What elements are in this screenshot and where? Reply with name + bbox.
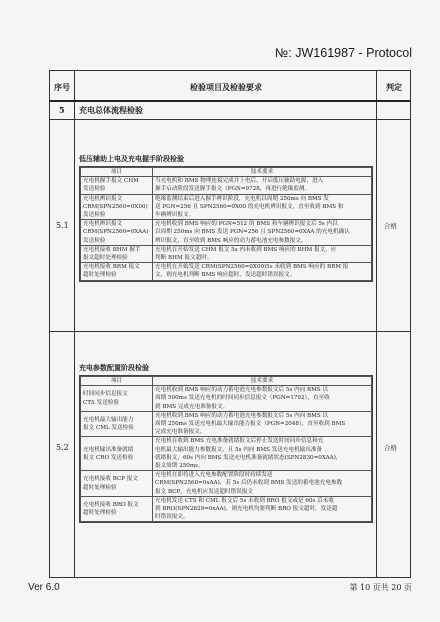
row-req-line: 到 BRO(SPN2829=0xAA)，则充电机均要判断 BRO 报文超时，发送超: [155, 506, 338, 513]
table-row: [81, 496, 372, 522]
table-row: [81, 177, 372, 194]
row-req-line: 充电机在开始发送 CRM(SPN2560=0X00)5s 未收到 BMS 响应的 BRM 报: [155, 264, 349, 271]
sub2-header-req: 技术要求: [153, 377, 372, 386]
row-req-line: 车辆辨识报文。: [155, 212, 195, 219]
header-divider: [50, 100, 410, 102]
row-item-line: 充电机辨识报文: [83, 195, 123, 202]
footer-page-number: 第 10 页共 20 页: [349, 583, 412, 592]
row-req-line: 时错误报文。: [155, 514, 189, 521]
row-item-line: 发送检验: [83, 186, 106, 193]
row-divider: [50, 119, 410, 120]
row-item-line: 充电机输出准备就绪: [83, 446, 134, 453]
sub2-header-item: 项目: [81, 377, 153, 386]
row-item-line: 报文 CRO 发送检验: [83, 454, 134, 461]
table-row: [81, 411, 372, 437]
row-req-line: 充电机在即将进入充电参数配置阶段时持续发送: [155, 472, 273, 479]
row-req-line: 辨识报文，直至收到 BMS 响应的动力蓄电池充电参数报文。: [155, 237, 307, 244]
row-item-line: 时间同步信息报文: [83, 391, 128, 398]
table-row: [81, 194, 372, 220]
row-req-line: 绝缘监测结束后进入握手辨识阶段，充电机以周期 250ms 向 BMS 发: [155, 195, 329, 202]
sub1-result: 合格: [384, 222, 397, 230]
row-item-line: 充电机接收 BCP 报文: [83, 476, 138, 483]
row-req-line: 充电机收到 BMS 响应的动力蓄电池充电参数报文后 5s 内向 BMS 以: [155, 412, 329, 419]
table-row: [81, 437, 372, 471]
row-item-line: CRM(SPN2560=0XAA): [83, 229, 149, 236]
row-req-line: 充电机在收到 BMS 充电准备就绪报文后停止发送时间同步信息和充: [155, 438, 324, 445]
sub1-title: 低压辅助上电及充电握手阶段检验: [79, 154, 184, 163]
col-header-result: 判定: [386, 82, 402, 92]
row-item-line: 充电机最大输出能力: [83, 416, 134, 423]
sub2-title: 充电参数配置阶段检验: [79, 363, 149, 372]
sub1-requirements-table: [79, 166, 373, 282]
row-req-line: 周期 500ms 发送充电机的时间同步信息报文（PGN=1792），直至收: [155, 395, 330, 402]
row-req-line: 以周期 250ms 向 BMS 发送 PGN=256 且 SPN2560=0XAA 的充电机确认: [155, 229, 350, 236]
document-number: №: JW161987 - Protocol: [274, 46, 412, 60]
row-item-line: 发送检验: [83, 212, 106, 219]
table-row: [81, 220, 372, 246]
row-item-line: 报文 CML 发送检验: [83, 425, 134, 432]
sub2-result: 合格: [384, 444, 397, 452]
row-item-line: 充电机接收 BHM 握手: [83, 246, 141, 253]
row-item-line: 充电机辨识报文: [83, 221, 123, 228]
table-row: [81, 263, 372, 280]
row-req-line: 充电机在开始发送 CHM 报文 5s 内未收到 BMS 响应的 BHM 报文，应: [155, 246, 337, 253]
row-req-line: 报文 BCP，充电机应发送超时错误报文: [155, 488, 253, 495]
row-req-line: 握手启动阶段发送握手报文（PGN=9728，再进行绝缘监测。: [155, 186, 311, 193]
row-item-line: 充电机接收 BRO 报文: [83, 501, 139, 508]
row-req-line: 电机最大输出能力参数报文，且 5s 内向 BMS 发送充电机输出准备: [155, 446, 323, 453]
row-item-line: 发送检验: [83, 237, 106, 244]
row-item-line: 超时处理检验: [83, 272, 117, 279]
column-divider: [74, 71, 75, 577]
table-row: [81, 386, 372, 412]
row-item-line: 充电机接收 BRM 报文: [83, 264, 140, 271]
row-req-line: 报文周期 250ms。: [155, 463, 204, 470]
table-row: [81, 471, 372, 497]
row-req-line: 文，则充电机判断 BMS 响应超时，发送超时错误报文。: [155, 272, 296, 279]
footer-version: Ver 6.0: [28, 582, 60, 593]
row-item-line: CTS 发送检验: [83, 399, 119, 406]
row-req-line: 充电机收到 BMS 响应的 PGN=512 的 BMS 和车辆辨识报文后 5s 内以: [155, 221, 338, 228]
sub2-requirements-table: [79, 375, 373, 523]
row-req-line: 完成充电准备报文。: [155, 429, 206, 436]
inspection-table: [49, 70, 411, 578]
row-item-line: 报文超时处理检验: [83, 255, 128, 262]
col-header-item: 检验项目及检验要求: [190, 82, 262, 92]
sub1-header-item: 项目: [81, 168, 153, 177]
row-item-line: 充电机握手报文 CHM: [83, 178, 139, 185]
row-req-line: 充电机发送 CTS 和 CML 报文后 5s 未收到 BRO 报文或是 60s 后未收: [155, 497, 334, 504]
row-req-line: 判断 BHM 报文超时。: [155, 255, 213, 262]
section-number: 5: [59, 105, 65, 115]
column-divider: [376, 71, 377, 577]
sub1-header-req: 技术要求: [153, 168, 372, 177]
row-req-line: 就绪报文，60s 内向 BMS 发送充电机准备就绪状态(SPN2830=0XAA)，: [155, 454, 342, 461]
table-row: [81, 245, 372, 262]
col-header-no: 序号: [54, 82, 70, 92]
row-req-line: 当充电机和 BMS 物理连接完成并上电后，开启低压辅助电源，进入: [155, 178, 324, 185]
sub1-number: 5.1: [56, 221, 69, 230]
row-req-line: 充电机收到 BMS 响应的动力蓄电池充电参数报文后 5s 内向 BMS 以: [155, 387, 329, 394]
row-req-line: 周期 250ms 发送充电机最大输出能力报文（PGN=2048），直至收到 BMS: [155, 421, 346, 428]
row-req-line: CRM(SPN2560=0xAA)，若 5s 后仍未收到 BMS 发送的蓄电池充电参数: [155, 480, 343, 487]
row-item-line: CRM(SPN2560=0X00): [83, 203, 148, 210]
row-req-line: 到 BMS 完成充电准备报文。: [155, 403, 229, 410]
row-item-line: 超时处理检验: [83, 510, 117, 517]
sub2-number: 5.2: [56, 443, 69, 452]
row-item-line: 超时处理检验: [83, 484, 117, 491]
row-divider: [50, 331, 410, 332]
row-req-line: 送 PGN=256 且 SPN2560=0X00 的充电机辨识报文，直至收到 BMS 和: [155, 203, 344, 210]
section-title: 充电总体流程检验: [79, 105, 143, 115]
